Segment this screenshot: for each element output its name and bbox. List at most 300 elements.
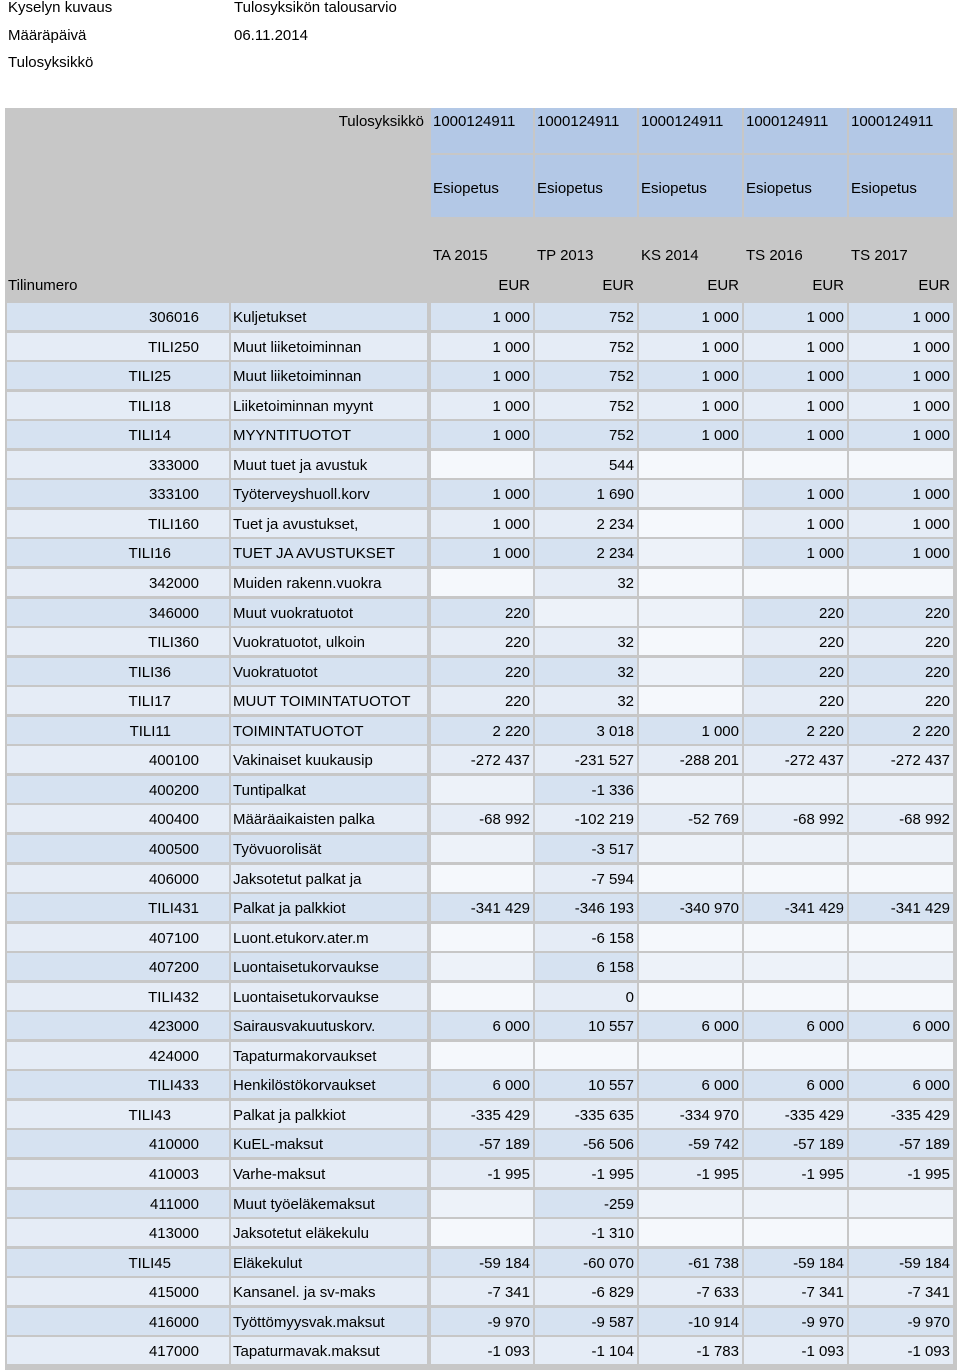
account-code: 406000 — [148, 870, 199, 888]
account-code: TILI11 — [129, 722, 171, 740]
table-row — [5, 628, 957, 655]
table-row — [5, 569, 957, 596]
value-cell-ts-2017 — [849, 569, 953, 596]
value-cell-ts-2017: 1 000 — [849, 392, 953, 419]
account-code: TILI360 — [148, 634, 199, 651]
value-cell-ta-2015 — [431, 1190, 533, 1217]
table-row — [5, 835, 957, 862]
account-code: 333100 — [148, 486, 199, 504]
account-name: Tapaturmakorvaukset — [231, 1042, 427, 1069]
account-name: Jaksotetut palkat ja — [231, 865, 427, 892]
account-name: Palkat ja palkkiot — [231, 1101, 427, 1128]
value-cell-ta-2015 — [431, 924, 533, 951]
value-cell-ts-2017 — [849, 1190, 953, 1217]
account-code: TILI14 — [128, 427, 171, 445]
account-name: Luont.etukorv.ater.m — [231, 924, 427, 951]
value-cell-ta-2015: 1 000 — [431, 510, 533, 537]
value-cell-ts-2016: -57 189 — [744, 1130, 847, 1157]
header-period-3: TS 2016 — [744, 219, 847, 271]
value-cell-ts-2017 — [849, 776, 953, 803]
value-cell-ks-2014 — [639, 510, 742, 537]
account-code-cell — [7, 1071, 229, 1098]
value-cell-ta-2015: -57 189 — [431, 1130, 533, 1157]
value-cell-ts-2016 — [744, 776, 847, 803]
header-category-1: Esiopetus — [535, 155, 637, 217]
account-code: 416000 — [148, 1313, 199, 1331]
value-cell-ts-2017 — [849, 953, 953, 980]
value-cell-ts-2016: -68 992 — [744, 805, 847, 832]
value-cell-ks-2014 — [639, 924, 742, 951]
account-code-cell — [7, 1160, 229, 1187]
account-code: TILI431 — [148, 900, 199, 917]
value-cell-ts-2017: -9 970 — [849, 1308, 953, 1335]
table-row — [5, 1249, 957, 1276]
value-cell-ts-2016: -9 970 — [744, 1308, 847, 1335]
value-cell-ts-2016: 1 000 — [744, 333, 847, 360]
account-code: 400400 — [148, 811, 199, 829]
value-cell-ta-2015: -341 429 — [431, 894, 533, 921]
header-unit-2: 1000124911 — [639, 108, 742, 153]
account-name: MYYNTITUOTOT — [231, 421, 427, 448]
value-cell-tp-2013: 752 — [535, 362, 637, 389]
value-cell-ts-2016: 6 000 — [744, 1071, 847, 1098]
account-code-cell — [7, 1278, 229, 1305]
value-cell-ts-2017: 1 000 — [849, 333, 953, 360]
value-cell-ts-2016 — [744, 451, 847, 478]
value-cell-ts-2016: 220 — [744, 599, 847, 626]
value-cell-ks-2014: -1 995 — [639, 1160, 742, 1187]
account-name: Työterveyshuoll.korv — [231, 480, 427, 507]
value-cell-tp-2013: -1 995 — [535, 1160, 637, 1187]
account-code-cell — [7, 628, 229, 655]
value-cell-ts-2016 — [744, 924, 847, 951]
value-cell-ts-2017: 1 000 — [849, 539, 953, 566]
value-cell-ks-2014 — [639, 451, 742, 478]
value-cell-ta-2015: 6 000 — [431, 1012, 533, 1039]
account-name: Kansanel. ja sv-maks — [231, 1278, 427, 1305]
account-name: Henkilöstökorvaukset — [231, 1071, 427, 1098]
account-name: MUUT TOIMINTATUOTOT — [231, 687, 427, 714]
value-cell-ts-2016 — [744, 569, 847, 596]
value-cell-ks-2014: 1 000 — [639, 303, 742, 330]
account-name: Vuokratuotot, ulkoin — [231, 628, 427, 655]
value-cell-ts-2016: 1 000 — [744, 421, 847, 448]
header-currency-4: EUR — [849, 273, 953, 299]
table-row — [5, 1278, 957, 1305]
account-name: Varhe-maksut — [231, 1160, 427, 1187]
account-code-cell — [7, 333, 229, 360]
value-cell-ts-2017 — [849, 865, 953, 892]
account-name: Jaksotetut eläkekulu — [231, 1219, 427, 1246]
value-cell-ts-2017 — [849, 1042, 953, 1069]
value-cell-ta-2015: 1 000 — [431, 421, 533, 448]
table-row — [5, 1190, 957, 1217]
account-name: Kuljetukset — [231, 303, 427, 330]
header-currency-row — [5, 273, 957, 299]
value-cell-tp-2013: -7 594 — [535, 865, 637, 892]
account-name: Muut tuet ja avustuk — [231, 451, 427, 478]
value-cell-ts-2016: 1 000 — [744, 392, 847, 419]
account-code-cell — [7, 776, 229, 803]
value-cell-ts-2017: 1 000 — [849, 421, 953, 448]
value-cell-ts-2016 — [744, 953, 847, 980]
account-name: Muut liiketoiminnan — [231, 333, 427, 360]
table-row — [5, 924, 957, 951]
header-unit-label: Tulosyksikkö — [231, 108, 427, 153]
account-code: 407100 — [148, 929, 199, 947]
value-cell-ks-2014 — [639, 599, 742, 626]
value-cell-ta-2015: 1 000 — [431, 303, 533, 330]
value-cell-ts-2016 — [744, 983, 847, 1010]
table-row — [5, 303, 957, 330]
account-code: 342000 — [148, 574, 199, 592]
survey-description-value: Tulosyksikön talousarvio — [234, 0, 397, 16]
value-cell-tp-2013: -3 517 — [535, 835, 637, 862]
value-cell-ts-2016: -59 184 — [744, 1249, 847, 1276]
value-cell-ks-2014: -288 201 — [639, 746, 742, 773]
value-cell-ta-2015: 2 220 — [431, 717, 533, 744]
value-cell-ks-2014: -61 738 — [639, 1249, 742, 1276]
value-cell-ta-2015: -272 437 — [431, 746, 533, 773]
value-cell-ts-2016: 1 000 — [744, 480, 847, 507]
account-name: TOIMINTATUOTOT — [231, 717, 427, 744]
value-cell-ks-2014: -334 970 — [639, 1101, 742, 1128]
value-cell-ts-2016: 6 000 — [744, 1012, 847, 1039]
value-cell-ks-2014: 1 000 — [639, 362, 742, 389]
value-cell-ta-2015: -68 992 — [431, 805, 533, 832]
value-cell-ts-2017: 220 — [849, 599, 953, 626]
table-row — [5, 865, 957, 892]
header-period-4: TS 2017 — [849, 219, 953, 271]
account-name: Muiden rakenn.vuokra — [231, 569, 427, 596]
account-code: TILI36 — [128, 663, 171, 681]
value-cell-tp-2013: 2 234 — [535, 539, 637, 566]
value-cell-ks-2014 — [639, 983, 742, 1010]
account-code-cell — [7, 392, 229, 419]
value-cell-tp-2013: -346 193 — [535, 894, 637, 921]
value-cell-ts-2016: -272 437 — [744, 746, 847, 773]
value-cell-ks-2014 — [639, 1219, 742, 1246]
header-unit-row — [5, 108, 957, 153]
header-currency-3: EUR — [744, 273, 847, 299]
value-cell-ks-2014: -340 970 — [639, 894, 742, 921]
account-name: TUET JA AVUSTUKSET — [231, 539, 427, 566]
account-code-cell — [7, 894, 229, 921]
account-name: Muut työeläkemaksut — [231, 1190, 427, 1217]
value-cell-ks-2014: 1 000 — [639, 717, 742, 744]
value-cell-tp-2013: 0 — [535, 983, 637, 1010]
account-name: Luontaisetukorvaukse — [231, 953, 427, 980]
account-code-cell — [7, 421, 229, 448]
account-code-cell — [7, 953, 229, 980]
table-row — [5, 983, 957, 1010]
value-cell-tp-2013: 32 — [535, 658, 637, 685]
header-period-2: KS 2014 — [639, 219, 742, 271]
value-cell-ts-2016: 1 000 — [744, 303, 847, 330]
account-code-cell — [7, 599, 229, 626]
value-cell-ta-2015 — [431, 835, 533, 862]
value-cell-tp-2013: 752 — [535, 392, 637, 419]
value-cell-ks-2014 — [639, 835, 742, 862]
value-cell-tp-2013: -56 506 — [535, 1130, 637, 1157]
value-cell-ts-2016 — [744, 1219, 847, 1246]
value-cell-ta-2015: 1 000 — [431, 362, 533, 389]
account-code-cell — [7, 687, 229, 714]
account-name: Työttömyysvak.maksut — [231, 1308, 427, 1335]
account-code: TILI25 — [128, 368, 171, 386]
header-category-row — [5, 155, 957, 217]
value-cell-ts-2017: 1 000 — [849, 480, 953, 507]
value-cell-ta-2015: 220 — [431, 687, 533, 714]
account-code: 413000 — [148, 1225, 199, 1243]
header-currency-2: EUR — [639, 273, 742, 299]
header-unit-1: 1000124911 — [535, 108, 637, 153]
value-cell-tp-2013: -6 829 — [535, 1278, 637, 1305]
value-cell-tp-2013: -259 — [535, 1190, 637, 1217]
value-cell-tp-2013: -231 527 — [535, 746, 637, 773]
value-cell-tp-2013: 10 557 — [535, 1071, 637, 1098]
survey-description-label: Kyselyn kuvaus — [8, 0, 113, 16]
header-category-0: Esiopetus — [431, 155, 533, 217]
account-code-cell — [7, 303, 229, 330]
value-cell-tp-2013: 752 — [535, 421, 637, 448]
value-cell-tp-2013 — [535, 599, 637, 626]
value-cell-tp-2013: -60 070 — [535, 1249, 637, 1276]
value-cell-ks-2014: -52 769 — [639, 805, 742, 832]
account-code: TILI45 — [128, 1254, 171, 1272]
account-name: Palkat ja palkkiot — [231, 894, 427, 921]
account-code-cell — [7, 658, 229, 685]
value-cell-ta-2015: 220 — [431, 599, 533, 626]
account-name: Tapaturmavak.maksut — [231, 1337, 427, 1364]
value-cell-ta-2015 — [431, 1219, 533, 1246]
account-code-cell — [7, 1190, 229, 1217]
account-code: 333000 — [148, 456, 199, 474]
account-code: 400100 — [148, 752, 199, 770]
value-cell-ts-2016: -7 341 — [744, 1278, 847, 1305]
value-cell-ts-2017: 2 220 — [849, 717, 953, 744]
value-cell-ts-2016 — [744, 835, 847, 862]
value-cell-ta-2015 — [431, 451, 533, 478]
value-cell-tp-2013: 32 — [535, 569, 637, 596]
value-cell-ts-2017: 1 000 — [849, 303, 953, 330]
value-cell-ta-2015: 1 000 — [431, 480, 533, 507]
account-code: 410003 — [148, 1166, 199, 1183]
value-cell-tp-2013: -1 104 — [535, 1337, 637, 1364]
table-row — [5, 1337, 957, 1364]
value-cell-ts-2017: -57 189 — [849, 1130, 953, 1157]
effective-date-label: Määräpäivä — [8, 27, 87, 44]
account-code-cell — [7, 1012, 229, 1039]
value-cell-ts-2017: -272 437 — [849, 746, 953, 773]
account-code-cell — [7, 480, 229, 507]
value-cell-tp-2013: -102 219 — [535, 805, 637, 832]
value-cell-ks-2014 — [639, 687, 742, 714]
value-cell-ts-2017: -341 429 — [849, 894, 953, 921]
account-code: TILI250 — [148, 338, 199, 356]
account-code-cell — [7, 539, 229, 566]
value-cell-tp-2013: 10 557 — [535, 1012, 637, 1039]
account-code: 415000 — [148, 1284, 199, 1302]
value-cell-tp-2013: -1 336 — [535, 776, 637, 803]
account-code-cell — [7, 717, 229, 744]
value-cell-ts-2016: -1 093 — [744, 1337, 847, 1364]
value-cell-ta-2015: 1 000 — [431, 539, 533, 566]
account-code: 410000 — [148, 1136, 199, 1154]
account-name: Luontaisetukorvaukse — [231, 983, 427, 1010]
table-row — [5, 599, 957, 626]
value-cell-ta-2015: 1 000 — [431, 333, 533, 360]
value-cell-ks-2014: 1 000 — [639, 421, 742, 448]
value-cell-ks-2014 — [639, 480, 742, 507]
table-row — [5, 658, 957, 685]
value-cell-ts-2016: 220 — [744, 687, 847, 714]
account-code: 306016 — [148, 309, 199, 326]
table-row — [5, 539, 957, 566]
account-name: Työvuorolisät — [231, 835, 427, 862]
account-name: Vuokratuotot — [231, 658, 427, 685]
value-cell-tp-2013: 3 018 — [535, 717, 637, 744]
value-cell-ts-2016: -341 429 — [744, 894, 847, 921]
table-row — [5, 392, 957, 419]
value-cell-ts-2017 — [849, 924, 953, 951]
value-cell-ts-2016: -335 429 — [744, 1101, 847, 1128]
account-code: TILI43 — [128, 1106, 171, 1124]
account-code-cell — [7, 1042, 229, 1069]
value-cell-ts-2017: -59 184 — [849, 1249, 953, 1276]
account-code: TILI432 — [148, 988, 199, 1006]
value-cell-ks-2014 — [639, 658, 742, 685]
table-row — [5, 480, 957, 507]
account-code: TILI18 — [128, 397, 171, 415]
account-code-cell — [7, 569, 229, 596]
account-name: Muut vuokratuotot — [231, 599, 427, 626]
table-row — [5, 1308, 957, 1335]
value-cell-ts-2017: 6 000 — [849, 1071, 953, 1098]
value-cell-ts-2017 — [849, 983, 953, 1010]
value-cell-ks-2014: 6 000 — [639, 1071, 742, 1098]
table-row — [5, 953, 957, 980]
value-cell-ta-2015 — [431, 1042, 533, 1069]
table-row — [5, 1071, 957, 1098]
table-row — [5, 687, 957, 714]
account-code: TILI433 — [148, 1077, 199, 1095]
value-cell-ta-2015: 220 — [431, 658, 533, 685]
value-cell-ts-2017: 220 — [849, 687, 953, 714]
account-code: 411000 — [150, 1195, 199, 1213]
table-row — [5, 805, 957, 832]
value-cell-ts-2017: -1 995 — [849, 1160, 953, 1187]
value-cell-ts-2016: -1 995 — [744, 1160, 847, 1187]
account-code: 417000 — [148, 1343, 199, 1361]
account-code: 407200 — [148, 959, 199, 977]
table-row — [5, 746, 957, 773]
table-row — [5, 510, 957, 537]
account-code-cell — [7, 451, 229, 478]
value-cell-ks-2014: -1 783 — [639, 1337, 742, 1364]
value-cell-ts-2017: -68 992 — [849, 805, 953, 832]
header-account-label: Tilinumero — [5, 273, 229, 299]
account-name: KuEL-maksut — [231, 1130, 427, 1157]
account-code: 400200 — [148, 781, 199, 799]
table-row — [5, 451, 957, 478]
value-cell-ts-2017: 1 000 — [849, 362, 953, 389]
value-cell-ks-2014 — [639, 776, 742, 803]
header-currency-0: EUR — [431, 273, 533, 299]
value-cell-tp-2013: 544 — [535, 451, 637, 478]
header-currency-1: EUR — [535, 273, 637, 299]
value-cell-ts-2017: 1 000 — [849, 510, 953, 537]
account-name: Tuet ja avustukset, — [231, 510, 427, 537]
account-code-cell — [7, 746, 229, 773]
value-cell-ks-2014 — [639, 1190, 742, 1217]
value-cell-ts-2016: 220 — [744, 658, 847, 685]
value-cell-tp-2013: 32 — [535, 628, 637, 655]
value-cell-ts-2016 — [744, 1042, 847, 1069]
account-name: Liiketoiminnan myynt — [231, 392, 427, 419]
account-code: 400500 — [148, 840, 199, 858]
value-cell-tp-2013: 752 — [535, 333, 637, 360]
value-cell-ta-2015: 6 000 — [431, 1071, 533, 1098]
value-cell-ks-2014: -59 742 — [639, 1130, 742, 1157]
effective-date-value: 06.11.2014 — [234, 27, 308, 44]
value-cell-ts-2016 — [744, 865, 847, 892]
value-cell-ks-2014 — [639, 1042, 742, 1069]
account-code-cell — [7, 805, 229, 832]
budget-table — [5, 108, 957, 1370]
value-cell-ts-2017: 220 — [849, 628, 953, 655]
value-cell-ts-2016: 220 — [744, 628, 847, 655]
value-cell-ts-2016: 1 000 — [744, 362, 847, 389]
account-code: 423000 — [148, 1018, 199, 1036]
value-cell-tp-2013 — [535, 1042, 637, 1069]
account-code-cell — [7, 1130, 229, 1157]
table-row — [5, 362, 957, 389]
table-row — [5, 1160, 957, 1187]
account-name: Tuntipalkat — [231, 776, 427, 803]
value-cell-ks-2014: 1 000 — [639, 333, 742, 360]
account-code-cell — [7, 1308, 229, 1335]
value-cell-ks-2014 — [639, 569, 742, 596]
account-code-cell — [7, 835, 229, 862]
account-code: 346000 — [148, 604, 199, 622]
table-row — [5, 1042, 957, 1069]
value-cell-ta-2015 — [431, 983, 533, 1010]
value-cell-tp-2013: 6 158 — [535, 953, 637, 980]
value-cell-ta-2015: -1 995 — [431, 1160, 533, 1187]
value-cell-ta-2015: -7 341 — [431, 1278, 533, 1305]
header-category-3: Esiopetus — [744, 155, 847, 217]
value-cell-ts-2017 — [849, 1219, 953, 1246]
header-category-4: Esiopetus — [849, 155, 953, 217]
account-code: 424000 — [148, 1047, 199, 1065]
value-cell-tp-2013: 752 — [535, 303, 637, 330]
unit-label: Tulosyksikkö — [8, 54, 94, 71]
account-name: Muut liiketoiminnan — [231, 362, 427, 389]
value-cell-ta-2015 — [431, 865, 533, 892]
value-cell-ks-2014: -7 633 — [639, 1278, 742, 1305]
header-period-0: TA 2015 — [431, 219, 533, 271]
value-cell-ta-2015: -1 093 — [431, 1337, 533, 1364]
value-cell-ts-2017: -7 341 — [849, 1278, 953, 1305]
value-cell-tp-2013: -9 587 — [535, 1308, 637, 1335]
value-cell-ta-2015: 220 — [431, 628, 533, 655]
account-code: TILI160 — [148, 515, 199, 533]
table-row — [5, 776, 957, 803]
account-code-cell — [7, 1249, 229, 1276]
account-code-cell — [7, 1337, 229, 1364]
account-name: Sairausvakuutuskorv. — [231, 1012, 427, 1039]
